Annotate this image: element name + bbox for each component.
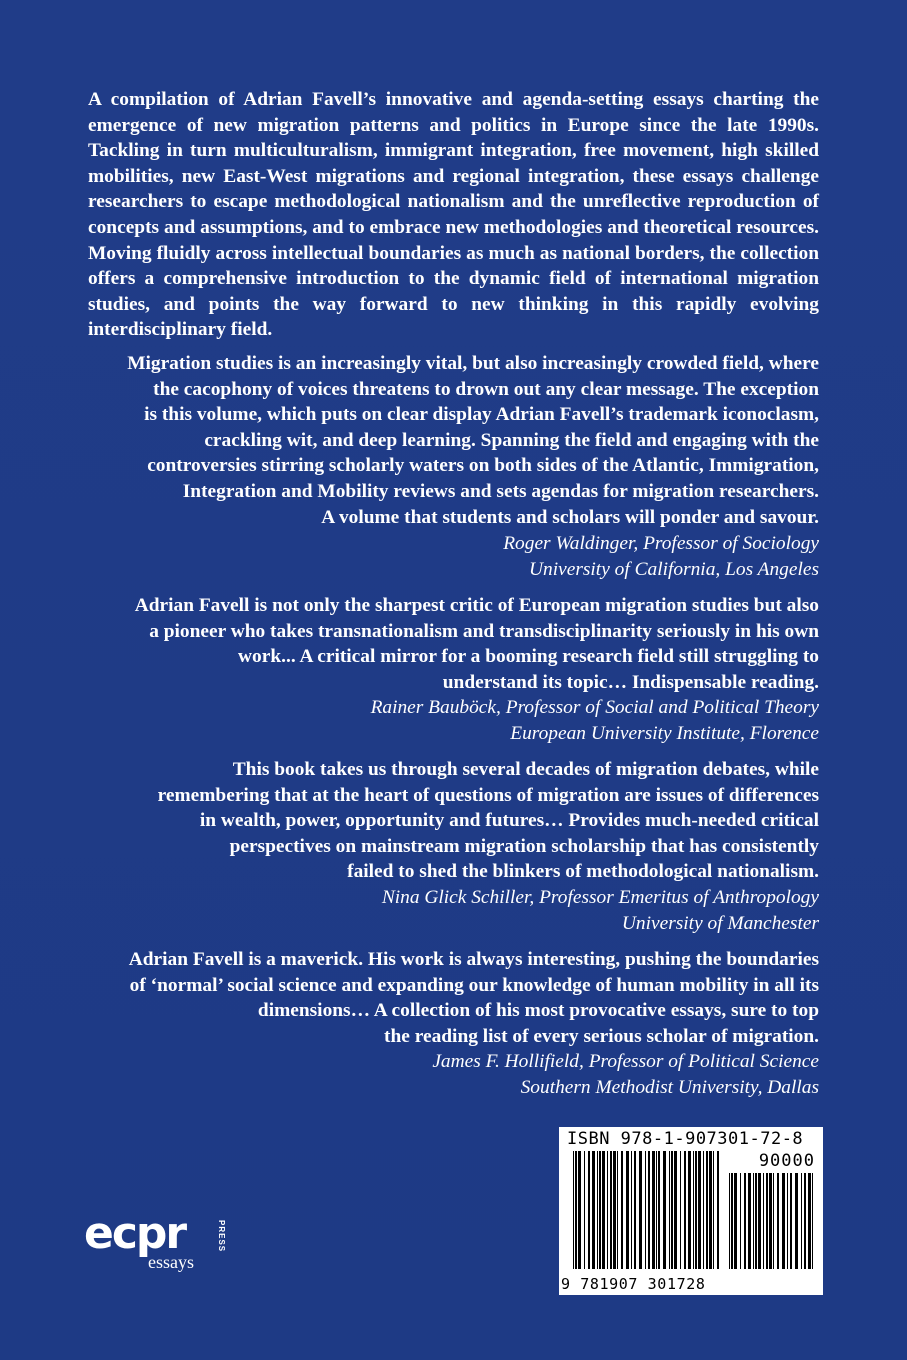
endorsement-line: work... A critical mirror for a booming research field still struggling to (238, 646, 819, 668)
endorsement-line: understand its topic… Indispensable reading. (442, 671, 819, 693)
endorser-name: Roger Waldinger, Professor of Sociology (503, 533, 819, 554)
endorsement-line: Integration and Mobility reviews and sets agendas for migration researchers. (182, 480, 819, 502)
endorser-name: Nina Glick Schiller, Professor Emeritus of Anthropology (381, 887, 819, 908)
price-code: 90000 (758, 1151, 815, 1171)
endorser-affiliation: University of Manchester (621, 912, 819, 934)
isbn-label: ISBN 978-1-907301-72-8 (567, 1129, 804, 1149)
endorsement-1-text (88, 351, 819, 530)
endorsement-2-text (88, 593, 819, 695)
endorsement-line: Adrian Favell is not only the sharpest critic of European migration studies but also (134, 595, 819, 616)
endorser-affiliation: University of California, Los Angeles (529, 558, 819, 580)
endorsement-line: dimensions… A collection of his most provocative essays, sure to top (257, 1000, 819, 1022)
endorsement-line: controversies stirring scholarly waters on both sides of the Atlantic, Immigration, (147, 455, 819, 477)
logo-press-label: PRESS (217, 1220, 226, 1253)
endorsement-line: a pioneer who takes transnationalism and transdisciplinarity seriously in his own (149, 620, 819, 642)
endorsement-4-text (88, 947, 819, 1049)
endorsement-line: perspectives on mainstream migration scholarship that has consistently (229, 835, 819, 857)
endorsement-line: This book takes us through several decades of migration debates, while (232, 759, 819, 780)
logo-wordmark: ecpr (84, 1208, 186, 1259)
endorsement-line: crackling wit, and deep learning. Spanning the field and engaging with the (204, 429, 819, 451)
endorsement-4-attribution (88, 1049, 819, 1100)
endorsement-1-attribution (88, 531, 819, 582)
endorsement-line: Adrian Favell is a maverick. His work is always interesting, pushing the boundaries (128, 949, 819, 970)
endorser-affiliation: European University Institute, Florence (510, 722, 819, 744)
endorser-name: Rainer Bauböck, Professor of Social and Political Theory (370, 697, 819, 718)
ean-barcode-bars (573, 1151, 723, 1269)
endorsement-2-attribution (88, 695, 819, 746)
ean-digits: 9 781907 301728 (561, 1275, 706, 1293)
endorsement-3-attribution (88, 885, 819, 936)
endorsement-line: Migration studies is an increasingly vital, but also increasingly crowded field, where (127, 353, 819, 374)
logo-series-label: essays (148, 1252, 194, 1272)
endorser-affiliation: Southern Methodist University, Dallas (520, 1076, 819, 1098)
endorsement-line: A volume that students and scholars will ponder and savour. (321, 506, 819, 528)
book-description: A compilation of Adrian Favell’s innovative and agenda-setting essays charting the emergence of new migration patterns and politics in Europe since the late 1990s. Tackling in turn multiculturalism, immigrant integration, free movement, high skilled mobilities, new East-West migrations and regional integration, these essays challenge researchers to escape methodological nationalism and the unreflective reproduction of concepts and assumptions, and to embrace new methodologies and theoretical resources. Moving fluidly across intellectual boundaries as much as national borders, the collection offers a comprehensive introduction to the dynamic field of international migration studies, and points the way forward to new thinking in this rapidly evolving interdisciplinary field. (88, 89, 819, 341)
isbn-barcode (559, 1127, 823, 1295)
endorsement-line: in wealth, power, opportunity and futures… Provides much-needed critical (199, 810, 819, 832)
ecpr-press-logo (84, 1208, 236, 1274)
endorsement-line: the cacophony of voices threatens to drown out any clear message. The exception (153, 378, 819, 400)
endorsement-line: the reading list of every serious scholar of migration. (384, 1025, 819, 1047)
endorsement-line: remembering that at the heart of questions of migration are issues of differences (157, 784, 819, 806)
endorsement-3-text (88, 757, 819, 885)
endorser-name: James F. Hollifield, Professor of Political Science (432, 1051, 819, 1072)
endorsement-line: of ‘normal’ social science and expanding our knowledge of human mobility in all its (129, 974, 819, 996)
addon-barcode-bars (729, 1173, 815, 1269)
endorsement-line: is this volume, which puts on clear display Adrian Favell’s trademark iconoclasm, (144, 404, 819, 426)
endorsement-line: failed to shed the blinkers of methodological nationalism. (347, 861, 819, 883)
